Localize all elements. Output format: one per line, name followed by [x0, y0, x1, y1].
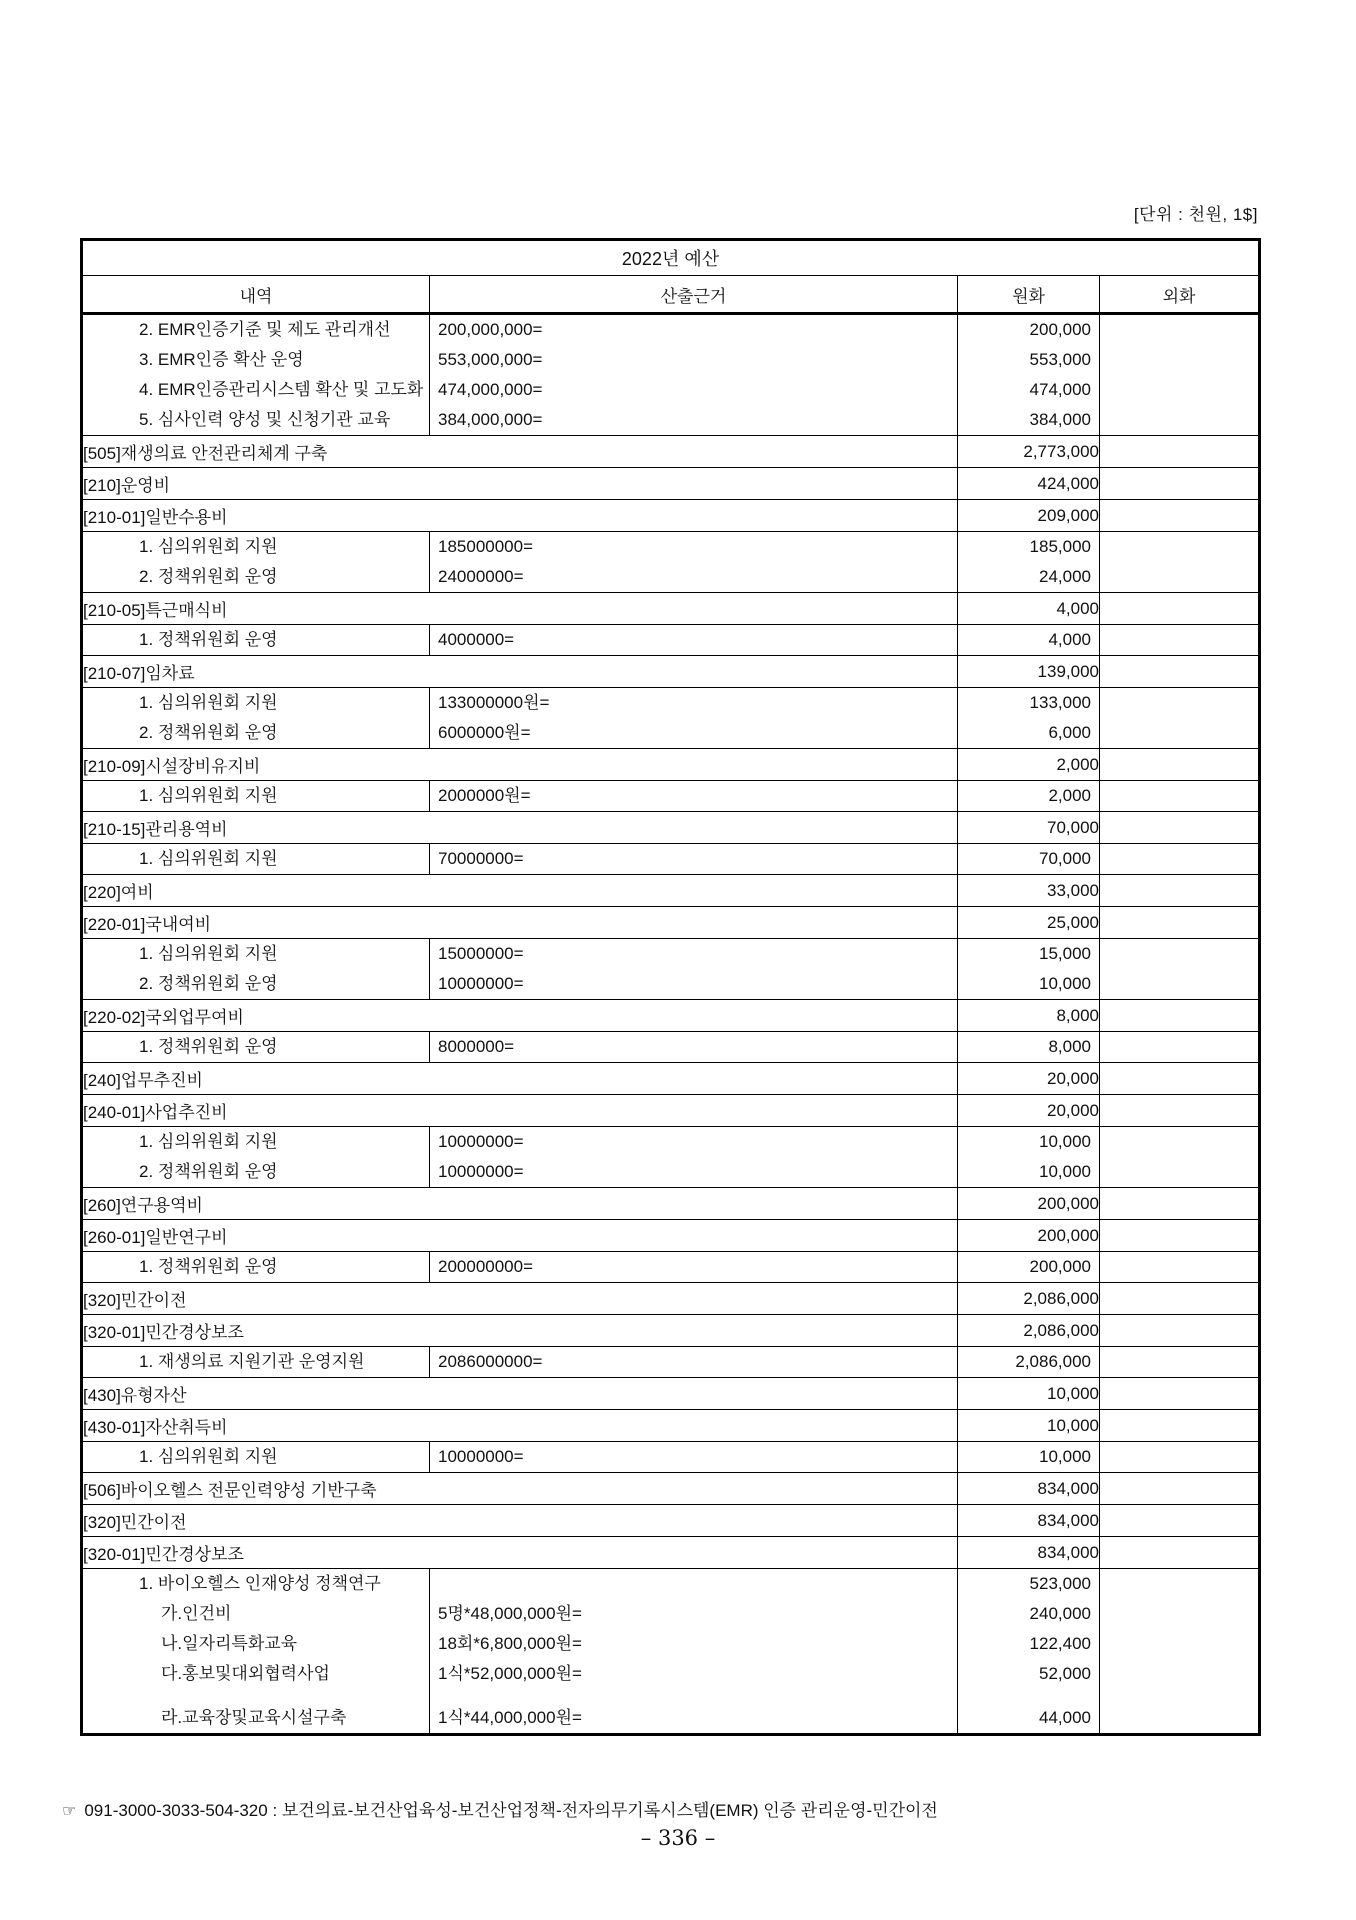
krw-amount-cell: 10,000 [958, 1410, 1100, 1442]
item-name: 1. 정책위원회 운영 [139, 1257, 278, 1276]
calc-basis: 384,000,000= [438, 410, 543, 429]
calc-basis: 18회*6,800,000원= [438, 1634, 582, 1653]
krw-amount-cell [958, 532, 1100, 593]
pointing-hand-icon: ☞ [62, 1803, 77, 1820]
krw-amount: 44,000 [1039, 1708, 1091, 1727]
column-header-basis: 산출근거 [430, 276, 958, 314]
calc-basis: 70000000= [438, 849, 524, 868]
category-name-cell: [210-01]일반수용비 [82, 500, 958, 532]
krw-amount-cell: 10,000 [958, 1378, 1100, 1410]
table-row [82, 1252, 1260, 1283]
item-name: 1. 심의위원회 지원 [139, 1447, 278, 1466]
table-row [82, 844, 1260, 875]
krw-amount-cell [958, 844, 1100, 875]
krw-amount-cell: 2,086,000 [958, 1283, 1100, 1315]
fx-amount-cell [1100, 1315, 1260, 1347]
fx-amount-cell [1100, 1127, 1260, 1188]
item-name: 나.일자리특화교육 [161, 1634, 298, 1653]
table-row [82, 314, 1260, 436]
item-name: 2. 정책위원회 운영 [139, 723, 278, 742]
krw-amount: 8,000 [1048, 1037, 1091, 1056]
table-row [82, 436, 1260, 468]
fx-amount-cell [1100, 468, 1260, 500]
category-name-cell: [210-05]특근매식비 [82, 593, 958, 625]
krw-amount-cell [958, 939, 1100, 1000]
krw-amount-cell: 25,000 [958, 907, 1100, 939]
fx-amount-cell [1100, 656, 1260, 688]
category-name-cell: [220-02]국외업무여비 [82, 1000, 958, 1032]
item-name: 2. EMR인증기준 및 제도 관리개선 [139, 320, 391, 339]
item-name: 다.홍보및대외협력사업 [161, 1664, 330, 1683]
table-row [82, 1000, 1260, 1032]
krw-amount: 70,000 [1039, 849, 1091, 868]
calc-basis-cell [430, 1569, 958, 1735]
item-name: 1. 심의위원회 지원 [139, 786, 278, 805]
krw-amount: 185,000 [1029, 537, 1091, 556]
fx-amount-cell [1100, 1188, 1260, 1220]
table-row [82, 468, 1260, 500]
krw-amount-cell: 2,086,000 [958, 1315, 1100, 1347]
calc-basis: 474,000,000= [438, 380, 543, 399]
table-row [82, 749, 1260, 781]
krw-amount: 4,000 [1048, 630, 1091, 649]
category-name-cell: [210-09]시설장비유지비 [82, 749, 958, 781]
krw-amount-cell: 209,000 [958, 500, 1100, 532]
item-name: 1. 심의위원회 지원 [139, 1132, 278, 1151]
krw-amount-cell: 2,000 [958, 749, 1100, 781]
calc-basis: 10000000= [438, 974, 524, 993]
calc-basis: 4000000= [438, 630, 515, 649]
category-name-cell: [506]바이오헬스 전문인력양성 기반구축 [82, 1473, 958, 1505]
krw-amount-cell [958, 688, 1100, 749]
fx-amount-cell [1100, 1410, 1260, 1442]
page-number: – 336 – [640, 1826, 716, 1850]
fx-amount-cell [1100, 1537, 1260, 1569]
category-name-cell: [505]재생의료 안전관리체계 구축 [82, 436, 958, 468]
calc-basis-cell [430, 1347, 958, 1378]
category-name-cell: [210-15]관리용역비 [82, 812, 958, 844]
krw-amount: 24,000 [1039, 567, 1091, 586]
footnote-text: 091-3000-3033-504-320 : 보건의료-보건산업육성-보건산업정책-전자의무기록시스템(EMR) 인증 관리운영-민간이전 [84, 1801, 938, 1820]
table-row [82, 1569, 1260, 1735]
calc-basis-cell [430, 1032, 958, 1063]
krw-amount: 523,000 [1029, 1574, 1091, 1593]
calc-basis-cell [430, 844, 958, 875]
calc-basis [430, 1569, 957, 1599]
category-name-cell: [430]유형자산 [82, 1378, 958, 1410]
fx-amount-cell [1100, 1283, 1260, 1315]
fx-amount-cell [1100, 1442, 1260, 1473]
fx-amount-cell [1100, 1378, 1260, 1410]
calc-basis-cell [430, 1442, 958, 1473]
table-row [82, 1473, 1260, 1505]
krw-amount: 2,086,000 [1015, 1352, 1091, 1371]
krw-amount: 10,000 [1039, 1132, 1091, 1151]
fx-amount-cell [1100, 749, 1260, 781]
table-row [82, 1315, 1260, 1347]
krw-amount-cell: 20,000 [958, 1063, 1100, 1095]
table-row [82, 625, 1260, 656]
fx-amount-cell [1100, 1347, 1260, 1378]
table-row [82, 656, 1260, 688]
fx-amount-cell [1100, 625, 1260, 656]
budget-table [80, 238, 1261, 1736]
calc-basis: 553,000,000= [438, 350, 543, 369]
table-row [82, 1220, 1260, 1252]
category-name-cell: [320-01]민간경상보조 [82, 1315, 958, 1347]
fx-amount-cell [1100, 436, 1260, 468]
krw-amount-cell: 139,000 [958, 656, 1100, 688]
item-name: 1. 바이오헬스 인재양성 정책연구 [139, 1574, 381, 1593]
category-name-cell: [320]민간이전 [82, 1505, 958, 1537]
krw-amount-cell: 834,000 [958, 1505, 1100, 1537]
krw-amount: 10,000 [1039, 1162, 1091, 1181]
krw-amount-cell: 33,000 [958, 875, 1100, 907]
krw-amount-cell [958, 1442, 1100, 1473]
calc-basis-cell [430, 939, 958, 1000]
krw-amount-cell [958, 1252, 1100, 1283]
fx-amount-cell [1100, 688, 1260, 749]
table-row [82, 1537, 1260, 1569]
category-name-cell: [430-01]자산취득비 [82, 1410, 958, 1442]
table-row [82, 907, 1260, 939]
item-name: 5. 심사인력 양성 및 신청기관 교육 [139, 410, 391, 429]
item-name: 2. 정책위원회 운영 [139, 1162, 278, 1181]
calc-basis: 2086000000= [438, 1352, 543, 1371]
fx-amount-cell [1100, 1505, 1260, 1537]
calc-basis: 8000000= [438, 1037, 515, 1056]
krw-amount-cell: 200,000 [958, 1220, 1100, 1252]
item-name-cell [82, 314, 430, 436]
krw-amount: 2,000 [1048, 786, 1091, 805]
krw-amount-cell: 424,000 [958, 468, 1100, 500]
footnote [62, 1796, 938, 1821]
krw-amount-cell: 834,000 [958, 1537, 1100, 1569]
table-row [82, 500, 1260, 532]
item-name-cell [82, 844, 430, 875]
unit-note: [단위 : 천원, 1$] [1133, 205, 1258, 224]
item-name-cell [82, 625, 430, 656]
category-name-cell: [210]운영비 [82, 468, 958, 500]
item-name: 1. 심의위원회 지원 [139, 849, 278, 868]
calc-basis: 6000000원= [438, 723, 531, 742]
table-row [82, 688, 1260, 749]
table-row [82, 1283, 1260, 1315]
item-name-cell [82, 1252, 430, 1283]
table-row [82, 812, 1260, 844]
calc-basis: 200000000= [438, 1257, 534, 1276]
krw-amount: 133,000 [1029, 693, 1091, 712]
calc-basis: 15000000= [438, 944, 524, 963]
krw-amount-cell: 4,000 [958, 593, 1100, 625]
fx-amount-cell [1100, 875, 1260, 907]
item-name: 2. 정책위원회 운영 [139, 567, 278, 586]
fx-amount-cell [1100, 500, 1260, 532]
item-name: 라.교육장및교육시설구축 [161, 1708, 347, 1727]
calc-basis-cell [430, 314, 958, 436]
item-name-cell [82, 781, 430, 812]
fx-amount-cell [1100, 314, 1260, 436]
calc-basis: 200,000,000= [438, 320, 543, 339]
calc-basis: 185000000= [438, 537, 534, 556]
krw-amount: 474,000 [1029, 380, 1091, 399]
fx-amount-cell [1100, 812, 1260, 844]
item-name-cell [82, 1032, 430, 1063]
krw-amount-cell: 200,000 [958, 1188, 1100, 1220]
fx-amount-cell [1100, 907, 1260, 939]
fx-amount-cell [1100, 1220, 1260, 1252]
item-name-cell [82, 1442, 430, 1473]
krw-amount-cell [958, 314, 1100, 436]
item-name: 1. 재생의료 지원기관 운영지원 [139, 1352, 365, 1371]
fx-amount-cell [1100, 532, 1260, 593]
table-row [82, 1347, 1260, 1378]
krw-amount: 15,000 [1039, 944, 1091, 963]
table-row [82, 1410, 1260, 1442]
calc-basis: 5명*48,000,000원= [438, 1604, 582, 1623]
krw-amount-cell [958, 781, 1100, 812]
item-name: 4. EMR인증관리시스템 확산 및 고도화 [139, 380, 424, 399]
table-row [82, 1378, 1260, 1410]
item-name-cell [82, 939, 430, 1000]
krw-amount-cell: 834,000 [958, 1473, 1100, 1505]
krw-amount: 240,000 [1029, 1604, 1091, 1623]
calc-basis: 1식*52,000,000원= [438, 1664, 582, 1683]
category-name-cell: [320-01]민간경상보조 [82, 1537, 958, 1569]
table-row [82, 1032, 1260, 1063]
calc-basis: 10000000= [438, 1162, 524, 1181]
category-name-cell: [240]업무추진비 [82, 1063, 958, 1095]
item-name: 1. 정책위원회 운영 [139, 1037, 278, 1056]
table-row [82, 1188, 1260, 1220]
krw-amount: 384,000 [1029, 410, 1091, 429]
fx-amount-cell [1100, 1095, 1260, 1127]
krw-amount: 122,400 [1029, 1634, 1091, 1653]
table-row [82, 1442, 1260, 1473]
table-row [82, 875, 1260, 907]
item-name: 1. 심의위원회 지원 [139, 537, 278, 556]
calc-basis-cell [430, 625, 958, 656]
krw-amount: 10,000 [1039, 974, 1091, 993]
fx-amount-cell [1100, 1032, 1260, 1063]
item-name: 1. 심의위원회 지원 [139, 693, 278, 712]
calc-basis: 10000000= [438, 1447, 524, 1466]
category-name-cell: [320]민간이전 [82, 1283, 958, 1315]
item-name-cell [82, 1347, 430, 1378]
calc-basis: 1식*44,000,000원= [438, 1708, 582, 1727]
column-header-detail: 내역 [82, 276, 430, 314]
fx-amount-cell [1100, 1473, 1260, 1505]
item-name-cell [82, 532, 430, 593]
item-name-cell [82, 688, 430, 749]
fx-amount-cell [1100, 1569, 1260, 1735]
table-title: 2022년 예산 [82, 240, 1260, 276]
table-title-row [82, 240, 1260, 276]
category-name-cell: [260-01]일반연구비 [82, 1220, 958, 1252]
table-row [82, 781, 1260, 812]
category-name-cell: [220]여비 [82, 875, 958, 907]
krw-amount-cell: 8,000 [958, 1000, 1100, 1032]
category-name-cell: [260]연구용역비 [82, 1188, 958, 1220]
calc-basis: 2000000원= [438, 786, 531, 805]
table-row [82, 1127, 1260, 1188]
krw-amount-cell [958, 1569, 1100, 1735]
fx-amount-cell [1100, 939, 1260, 1000]
item-name: 가.인건비 [161, 1604, 232, 1623]
calc-basis: 24000000= [438, 567, 524, 586]
krw-amount: 553,000 [1029, 350, 1091, 369]
table-row [82, 939, 1260, 1000]
krw-amount-cell [958, 1347, 1100, 1378]
krw-amount: 6,000 [1048, 723, 1091, 742]
krw-amount: 200,000 [1029, 320, 1091, 339]
calc-basis-cell [430, 532, 958, 593]
calc-basis-cell [430, 688, 958, 749]
item-name: 3. EMR인증 확산 운영 [139, 350, 304, 369]
calc-basis: 133000000원= [438, 693, 550, 712]
column-header-fx: 외화 [1100, 276, 1260, 314]
fx-amount-cell [1100, 593, 1260, 625]
fx-amount-cell [1100, 844, 1260, 875]
krw-amount: 200,000 [1029, 1257, 1091, 1276]
item-name: 1. 심의위원회 지원 [139, 944, 278, 963]
krw-amount: 52,000 [1039, 1664, 1091, 1683]
calc-basis-cell [430, 1252, 958, 1283]
item-name: 2. 정책위원회 운영 [139, 974, 278, 993]
krw-amount-cell: 2,773,000 [958, 436, 1100, 468]
fx-amount-cell [1100, 1063, 1260, 1095]
fx-amount-cell [1100, 781, 1260, 812]
calc-basis-cell [430, 781, 958, 812]
category-name-cell: [210-07]임차료 [82, 656, 958, 688]
table-row [82, 532, 1260, 593]
table-row [82, 1095, 1260, 1127]
item-name-cell [82, 1127, 430, 1188]
category-name-cell: [240-01]사업추진비 [82, 1095, 958, 1127]
fx-amount-cell [1100, 1000, 1260, 1032]
table-row [82, 593, 1260, 625]
table-row [82, 1505, 1260, 1537]
krw-amount-cell [958, 1127, 1100, 1188]
krw-amount-cell: 20,000 [958, 1095, 1100, 1127]
krw-amount-cell: 70,000 [958, 812, 1100, 844]
krw-amount: 10,000 [1039, 1447, 1091, 1466]
column-header-krw: 원화 [958, 276, 1100, 314]
item-name-cell [82, 1569, 430, 1735]
calc-basis-cell [430, 1127, 958, 1188]
table-header-row [82, 276, 1260, 314]
calc-basis: 10000000= [438, 1132, 524, 1151]
fx-amount-cell [1100, 1252, 1260, 1283]
category-name-cell: [220-01]국내여비 [82, 907, 958, 939]
item-name: 1. 정책위원회 운영 [139, 630, 278, 649]
krw-amount-cell [958, 625, 1100, 656]
table-row [82, 1063, 1260, 1095]
krw-amount-cell [958, 1032, 1100, 1063]
